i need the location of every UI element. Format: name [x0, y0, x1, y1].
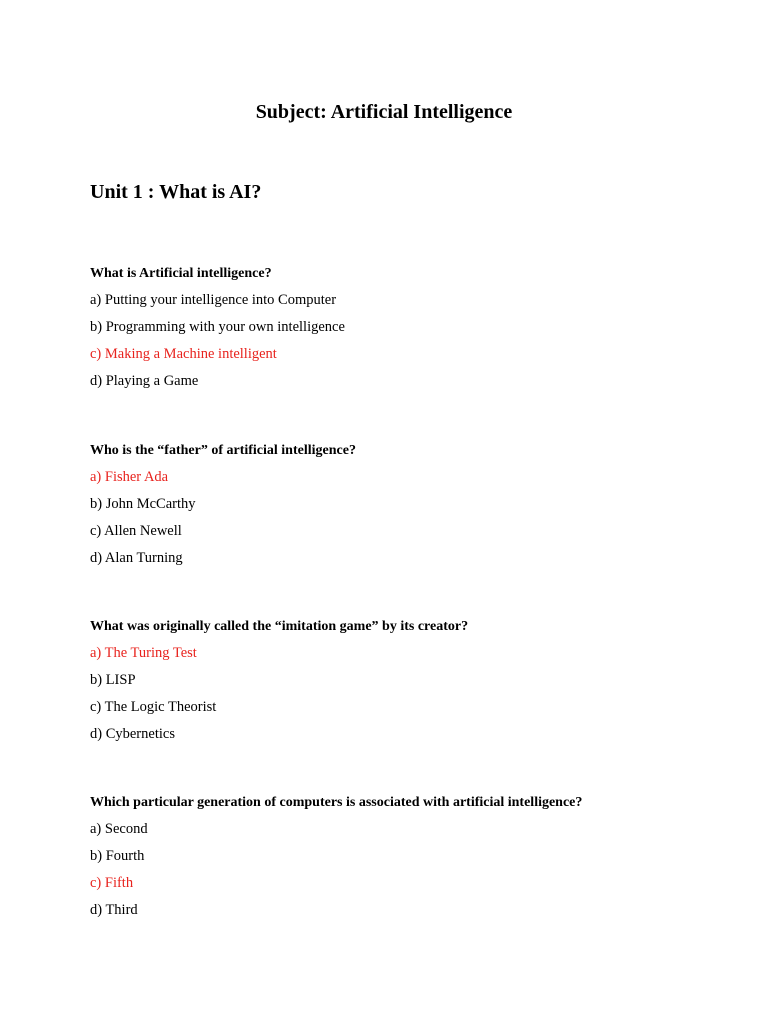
- option-c: c) Making a Machine intelligent: [90, 346, 277, 362]
- option-b: b) John McCarthy: [90, 496, 196, 512]
- option-d: d) Cybernetics: [90, 726, 175, 742]
- option-a: a) The Turing Test: [90, 645, 197, 661]
- question-text: Who is the “father” of artificial intelligence?: [90, 443, 356, 458]
- question-text: What was originally called the “imitation game” by its creator?: [90, 619, 469, 634]
- option-b: b) Fourth: [90, 848, 145, 864]
- option-a: a) Putting your intelligence into Computer: [90, 292, 337, 308]
- option-b: b) LISP: [90, 672, 136, 688]
- question-block-1: [90, 260, 710, 395]
- option-c: c) Allen Newell: [90, 523, 182, 539]
- question-text: What is Artificial intelligence?: [90, 266, 272, 281]
- option-d: d) Alan Turning: [90, 550, 183, 566]
- question-block-3: [90, 613, 710, 748]
- question-block-2: [90, 437, 710, 572]
- unit-title: Unit 1 : What is AI?: [90, 181, 262, 203]
- question-block-4: [90, 789, 710, 924]
- option-a: a) Second: [90, 821, 148, 837]
- subject-title: Subject: Artificial Intelligence: [255, 101, 513, 123]
- option-c: c) The Logic Theorist: [90, 699, 217, 715]
- option-a: a) Fisher Ada: [90, 469, 169, 485]
- option-d: d) Playing a Game: [90, 373, 199, 389]
- option-d: d) Third: [90, 902, 138, 918]
- option-b: b) Programming with your own intelligence: [90, 319, 345, 335]
- option-c: c) Fifth: [90, 875, 134, 891]
- question-text: Which particular generation of computers is associated with artificial intelligence?: [90, 795, 583, 810]
